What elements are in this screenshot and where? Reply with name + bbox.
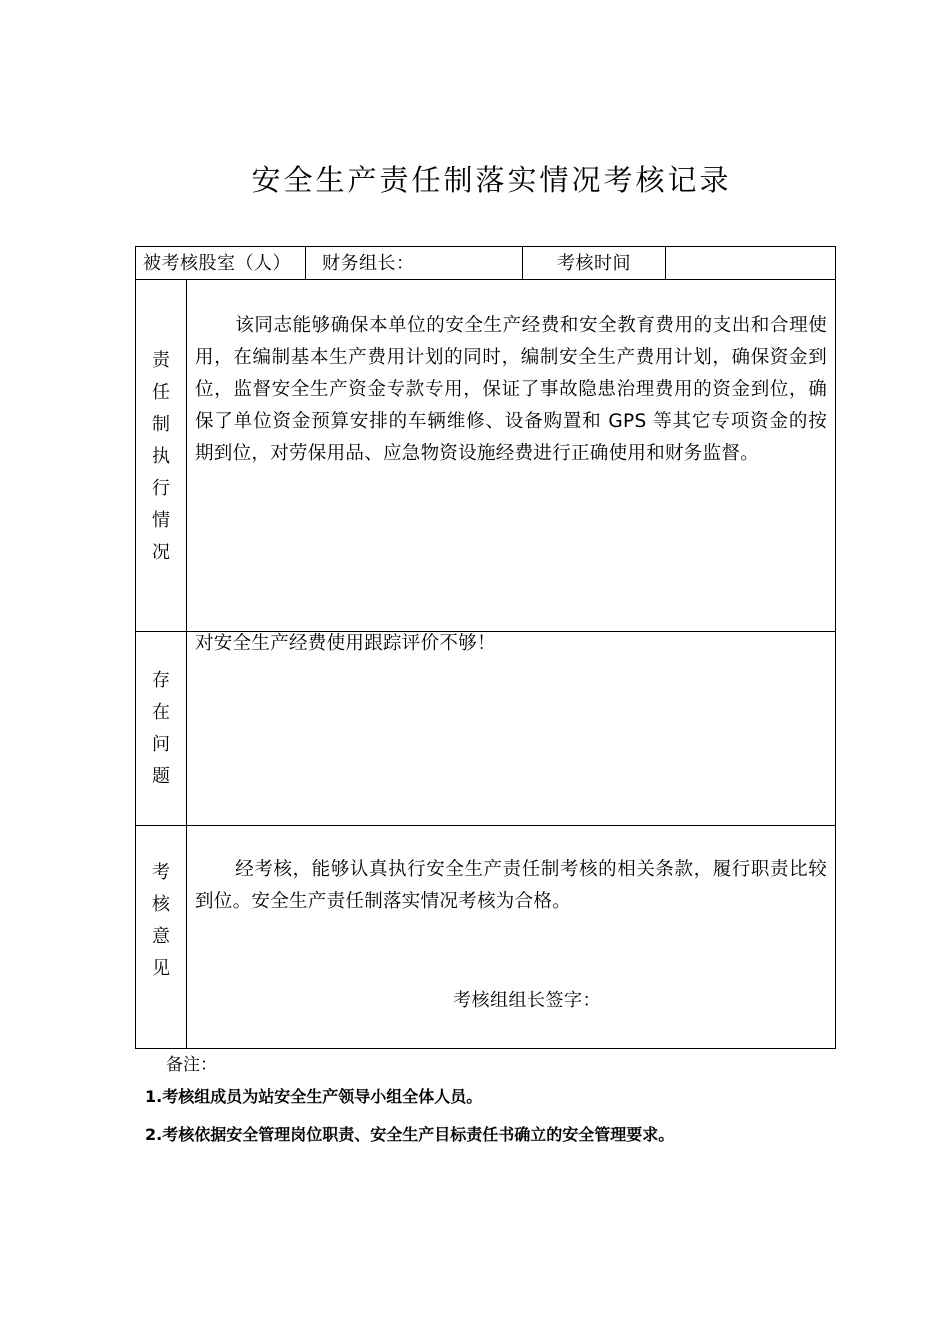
- problems-text: 对安全生产经费使用跟踪评价不够！: [195, 633, 496, 654]
- opinion-text-block: [195, 854, 827, 918]
- execution-label-char: 行: [152, 478, 170, 499]
- note-item: 2.考核依据安全管理岗位职责、安全生产目标责任书确立的安全管理要求。: [145, 1125, 675, 1144]
- position-label: 财务组长：: [322, 253, 415, 274]
- problems-label-char: 存: [152, 670, 170, 691]
- opinion-label: [136, 857, 186, 985]
- opinion-label-char: 考: [152, 862, 170, 883]
- opinion-divider: [186, 825, 187, 1049]
- opinion-label-char: 核: [152, 894, 170, 915]
- execution-label-char: 制: [152, 414, 170, 435]
- opinion-text: 经考核，能够认真执行安全生产责任制考核的相关条款，履行职责比较到位。安全生产责任制落实情况考核为合格。: [195, 859, 827, 912]
- problems-label-char: 题: [152, 766, 170, 787]
- problems-label-char: 在: [152, 702, 170, 723]
- header-divider-2: [522, 246, 523, 280]
- problems-label-char: 问: [152, 734, 170, 755]
- execution-label-char: 执: [152, 446, 170, 467]
- dept-label: 被考核股室（人）: [143, 253, 291, 274]
- header-divider-1: [305, 246, 306, 280]
- problems-label: [136, 665, 186, 793]
- execution-label-char: 责: [152, 350, 170, 371]
- signature-label: 考核组组长签字：: [453, 990, 601, 1011]
- execution-text-block: [195, 310, 827, 470]
- execution-text: 该同志能够确保本单位的安全生产经费和安全教育费用的支出和合理使用，在编制基本生产费用计划的同时，编制安全生产费用计划，确保资金到位，监督安全生产资金专款专用，保证了事故隐患治理费用的资金到位，确保了单位资金预算安排的车辆维修、设备购置和 GPS 等其它专项资金的按期到位，对劳保用品、应急物资设施经费进行正确使用和财务监督。: [195, 315, 827, 464]
- execution-label-char: 情: [152, 510, 170, 531]
- problems-divider: [186, 631, 187, 826]
- opinion-label-char: 意: [152, 926, 170, 947]
- notes-heading: 备注：: [166, 1055, 217, 1075]
- execution-divider: [186, 279, 187, 632]
- header-divider-3: [665, 246, 666, 280]
- opinion-label-char: 见: [152, 958, 170, 979]
- document-title: 安全生产责任制落实情况考核记录: [251, 163, 732, 197]
- problems-section: [135, 631, 836, 826]
- time-label: 考核时间: [557, 253, 631, 274]
- execution-label: [136, 345, 186, 569]
- note-item: 1.考核组成员为站安全生产领导小组全体人员。: [145, 1087, 483, 1106]
- execution-label-char: 况: [152, 542, 170, 563]
- execution-label-char: 任: [152, 382, 170, 403]
